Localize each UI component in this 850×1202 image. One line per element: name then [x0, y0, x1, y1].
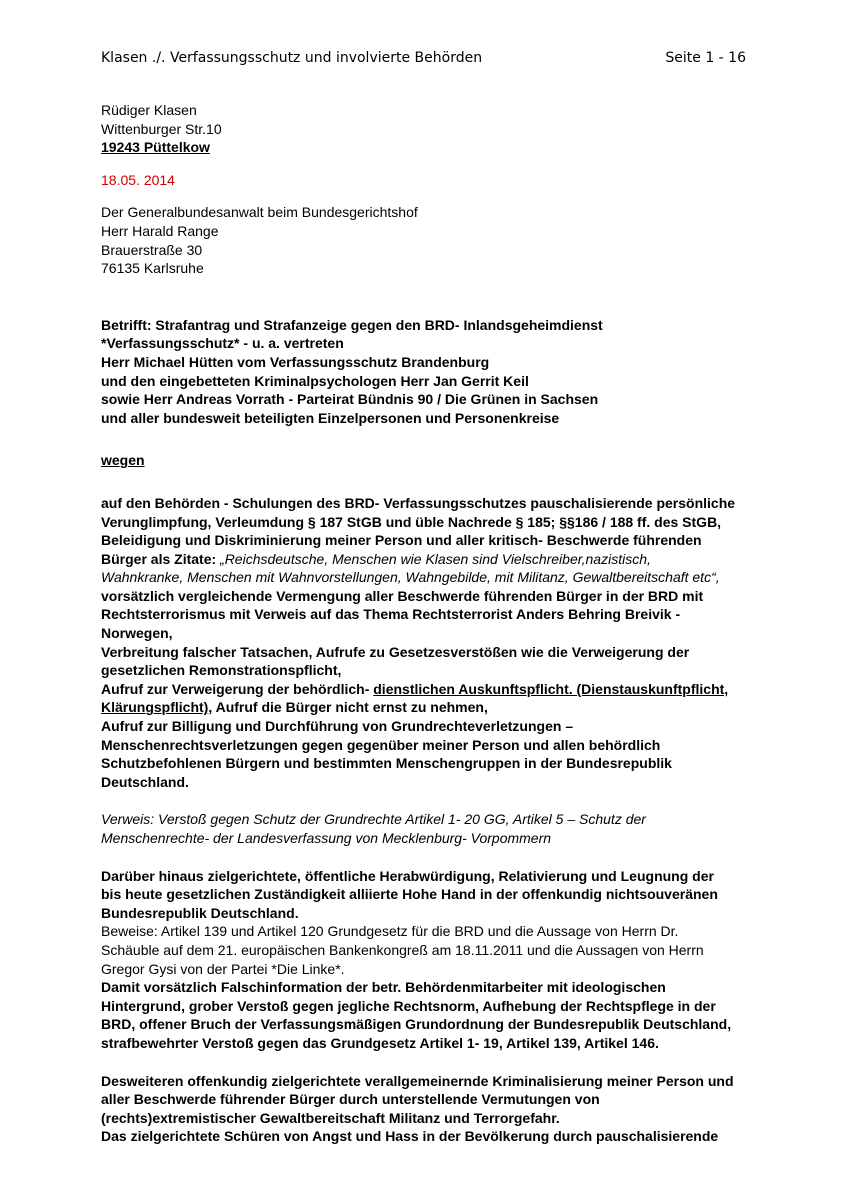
quote-intro: Bürger als Zitate:	[101, 550, 221, 567]
paragraph-line: Deutschland.	[101, 773, 189, 790]
paragraph-line	[101, 550, 761, 569]
letter-date: 18.05. 2014	[101, 171, 175, 188]
paragraph-line: bis heute gesetzlichen Zuständigkeit alliierte Hohe Hand in der offenkundig nichtsouveränen	[101, 886, 718, 903]
recipient-line: Herr Harald Range	[101, 222, 219, 239]
subject-line: Herr Michael Hütten vom Verfassungsschutz Brandenburg	[101, 353, 490, 370]
beweise-line: Gregor Gysi von der Partei *Die Linke*.	[101, 960, 345, 977]
verweis-block	[101, 810, 761, 847]
paragraph-text: , Aufruf die Bürger nicht ernst zu nehmen,	[208, 699, 488, 716]
paragraph-line: Damit vorsätzlich Falschinformation der betr. Behördenmitarbeiter mit ideologischen	[101, 979, 666, 996]
recipient-line: Brauerstraße 30	[101, 241, 203, 258]
beweise-line: Schäuble auf dem 21. europäischen Bankenkongreß am 18.11.2011 und die Aussagen von Herrn	[101, 941, 704, 958]
quote-text: Wahnkranke, Menschen mit Wahnvorstellungen, Wahngebilde, mit Militanz, Gewaltbereitschaft etc“,	[101, 569, 720, 586]
paragraph-line: Bundesrepublik Deutschland.	[101, 904, 299, 921]
beweise-block	[101, 922, 761, 978]
paragraph-line: aller Beschwerde führender Bürger durch unterstellende Vermutungen von	[101, 1091, 600, 1108]
paragraph-accusations	[101, 494, 761, 792]
underlined-text: Klärungspflicht)	[101, 699, 209, 716]
subject-block	[101, 316, 761, 428]
wegen-heading: wegen	[101, 452, 145, 469]
paragraph-allied	[101, 867, 761, 923]
paragraph-line: Norwegen,	[101, 625, 173, 642]
paragraph-line: Beleidigung und Diskriminierung meiner Person und aller kritisch- Beschwerde führenden	[101, 532, 702, 549]
subject-line: Betrifft: Strafantrag und Strafanzeige gegen den BRD- Inlandsgeheimdienst	[101, 316, 603, 333]
paragraph-line: vorsätzlich vergleichende Vermengung aller Beschwerde führenden Bürger in der BRD mit	[101, 587, 704, 604]
header-title: Klasen ./. Verfassungsschutz und involvierte Behörden	[101, 50, 483, 66]
recipient-line: 76135 Karlsruhe	[101, 260, 204, 277]
verweis-line: Menschenrechte- der Landesverfassung von Mecklenburg- Vorpommern	[101, 830, 552, 846]
underlined-text: dienstlichen Auskunftspflicht. (Dienstauskunftpflicht,	[373, 680, 729, 697]
sender-street: Wittenburger Str.10	[101, 120, 222, 137]
beweise-line: Beweise: Artikel 139 und Artikel 120 Grundgesetz für die BRD und die Aussage von Herrn Dr.	[101, 923, 679, 940]
recipient-line: Der Generalbundesanwalt beim Bundesgerichtshof	[101, 204, 418, 221]
paragraph-line: Das zielgerichtete Schüren von Angst und Hass in der Bevölkerung durch pauschalisierende	[101, 1128, 719, 1145]
verweis-line: Verweis: Verstoß gegen Schutz der Grundrechte Artikel 1- 20 GG, Artikel 5 – Schutz der	[101, 811, 646, 828]
paragraph-text: Aufruf zur Verweigerung der behördlich-	[101, 680, 374, 697]
paragraph-line: Verbreitung falscher Tatsachen, Aufrufe zu Gesetzesverstößen wie die Verweigerung der	[101, 643, 690, 660]
paragraph-line: Hintergrund, grober Verstoß gegen jegliche Rechtsnorm, Aufhebung der Rechtspflege in der	[101, 997, 716, 1014]
subject-line: und den eingebetteten Kriminalpsychologen Herr Jan Gerrit Keil	[101, 372, 529, 389]
paragraph-line: Darüber hinaus zielgerichtete, öffentliche Herabwürdigung, Relativierung und Leugnung der	[101, 867, 714, 884]
paragraph-line: Schutzbefohlenen Bürgern und bestimmten Menschengruppen in der Bundesrepublik	[101, 755, 672, 772]
letter-body	[101, 101, 761, 1146]
subject-line: sowie Herr Andreas Vorrath - Parteirat Bündnis 90 / Die Grünen in Sachsen	[101, 391, 599, 408]
paragraph-line: (rechts)extremistischer Gewaltbereitschaft Militanz und Terrorgefahr.	[101, 1109, 560, 1126]
quote-text: „Reichsdeutsche, Menschen wie Klasen sind Vielschreiber,nazistisch,	[220, 550, 651, 567]
page-number: Seite 1 - 16	[665, 50, 746, 66]
page-header	[101, 50, 746, 72]
paragraph-line: Aufruf zur Billigung und Durchführung von Grundrechteverletzungen –	[101, 718, 574, 735]
paragraph-misinformation	[101, 978, 761, 1052]
sender-address	[101, 101, 761, 157]
paragraph-line: gesetzlichen Remonstrationspflicht,	[101, 662, 342, 679]
paragraph-line: Menschenrechtsverletzungen gegen gegenüber meiner Person und allen behördlich	[101, 736, 661, 753]
paragraph-line: Desweiteren offenkundig zielgerichtete verallgemeinernde Kriminalisierung meiner Person und	[101, 1072, 734, 1089]
paragraph-line	[101, 698, 761, 717]
paragraph-line: Rechtsterrorismus mit Verweis auf das Thema Rechtsterrorist Anders Behring Breivik -	[101, 606, 681, 623]
sender-name: Rüdiger Klasen	[101, 102, 197, 118]
recipient-address	[101, 203, 761, 277]
subject-line: und aller bundesweit beteiligten Einzelpersonen und Personenkreise	[101, 409, 560, 426]
paragraph-line: auf den Behörden - Schulungen des BRD- Verfassungsschutzes pauschalisierende persönliche	[101, 494, 736, 511]
paragraph-criminalisation	[101, 1072, 761, 1146]
paragraph-line: BRD, offener Bruch der Verfassungsmäßigen Grundordnung der Bundesrepublik Deutschland,	[101, 1016, 732, 1033]
paragraph-line: Verunglimpfung, Verleumdung § 187 StGB und üble Nachrede § 185; §§186 / 188 ff. des StGB,	[101, 513, 722, 530]
sender-city: 19243 Püttelkow	[101, 139, 210, 156]
paragraph-line: strafbewehrter Verstoß gegen das Grundgesetz Artikel 1- 19, Artikel 139, Artikel 146.	[101, 1034, 659, 1051]
subject-line: *Verfassungsschutz* - u. a. vertreten	[101, 335, 344, 352]
paragraph-line	[101, 680, 761, 699]
